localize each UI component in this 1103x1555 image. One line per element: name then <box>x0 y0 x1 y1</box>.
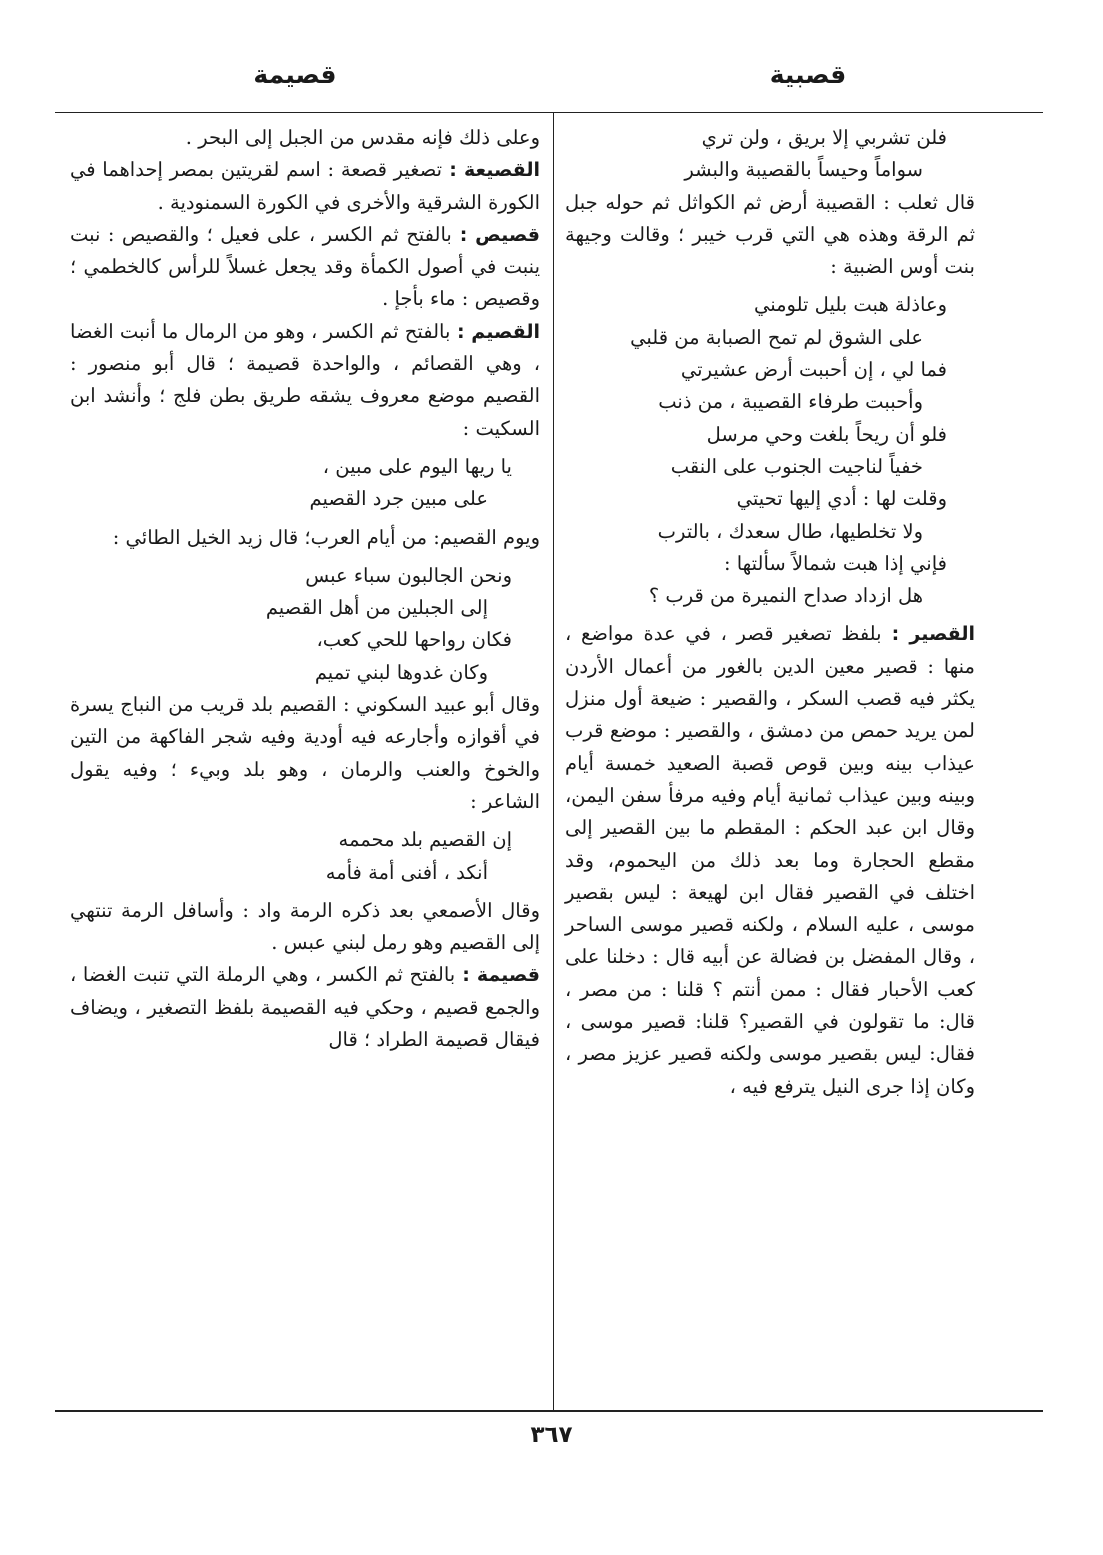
verse-second-hemistich: خفياً لناجيت الجنوب على النقب <box>670 454 923 478</box>
entry-text: تصغير قصعة : اسم لقريتين بمصر إحداهما في الكورة الشرقية والأخرى في الكورة السمنودية . <box>70 158 540 214</box>
running-header-left: قصيمة <box>253 60 337 89</box>
verse-second-hemistich: إلى الجبلين من أهل القصيم <box>265 596 488 620</box>
dictionary-entry <box>70 316 540 445</box>
verse-first-hemistich: فلن تشربي إلا بريق ، ولن تري <box>701 126 947 149</box>
running-header-right: قصبية <box>769 60 847 89</box>
verse-second-hemistich: على الشوق لم تمح الصبابة من قلبي <box>630 325 923 349</box>
paragraph: وقال أبو عبيد السكوني : القصيم بلد قريب من النباج يسرة في أقوازه وأجارعه فيه أودية وفيه شجر الفاكهة من التين والخوخ والعنب والرمان ، وهو بلد وبيء ؛ وفيه يقول الشاعر : <box>70 693 540 813</box>
dictionary-entry <box>565 618 975 1102</box>
entry-text: بالفتح ثم الكسر ، وهي الرملة التي تنبت الغضا ، والجمع قصيم ، وحكي فيه القصيمة بلفظ التصغير ، ويضاف فيقال قصيمة الطراد ؛ قال <box>70 963 540 1052</box>
dictionary-entry <box>70 219 540 316</box>
top-rule <box>55 112 1043 113</box>
verse-first-hemistich: فإني إذا هبت شمالاً سألتها : <box>723 551 947 575</box>
dictionary-entry <box>70 154 540 219</box>
verse-first-hemistich: وعاذلة هبت بليل تلومني <box>753 293 947 317</box>
verse-first-hemistich: فما لي ، إن أحببت أرض عشيرتي <box>680 358 947 382</box>
right-column <box>565 122 975 1103</box>
verse-second-hemistich: سواماً وحيساً بالقصيبة والبشر <box>684 158 923 182</box>
entry-text: بالفتح ثم الكسر ، وهو من الرمال ما أنبت الغضا ، وهي القصائم ، والواحدة قصيمة ؛ قال أبو منصور : القصيم موضع معروف يشقه طريق بطن فلج ؛ وأنشد ابن السكيت : <box>70 319 540 440</box>
paragraph: قال ثعلب : القصيبة أرض ثم الكواثل ثم حوله جبل ثم الرقة وهذه هي التي قرب خيبر ؛ وقالت وجيهة بنت أوس الضبية : <box>565 190 975 279</box>
verse-first-hemistich: يا ريها اليوم على مبين ، <box>322 454 512 478</box>
entry-headword: قصيمة : <box>455 964 540 987</box>
verse-second-hemistich: ولا تخلطيها، طال سعدك ، بالترب <box>657 519 923 543</box>
entry-headword: القصير : <box>881 623 976 646</box>
verse-second-hemistich: وكان غدوها لبني تميم <box>314 660 488 684</box>
page-number: ٣٦٧ <box>530 1422 573 1448</box>
entry-text: بالفتح ثم الكسر ، على فعيل ؛ والقصيص : نبت ينبت في أصول الكمأة وقد يجعل غسلاً للرأس كالخطمي ؛ وقصيص : ماء بأجإ . <box>70 222 540 311</box>
verse-second-hemistich: على مبين جرد القصيم <box>309 487 488 511</box>
verse-first-hemistich: ونحن الجالبون سباء عبس <box>305 563 512 587</box>
entry-headword: قصيص : <box>451 223 540 246</box>
paragraph: وقال الأصمعي بعد ذكره الرمة واد : وأسافل الرمة تنتهي إلى القصيم وهو رمل لبني عبس . <box>70 898 540 955</box>
dictionary-entry <box>70 959 540 1056</box>
verse-second-hemistich: هل ازداد صداح النميرة من قرب ؟ <box>648 584 923 608</box>
verse-first-hemistich: وقلت لها : أدي إليها تحيتي <box>736 487 947 511</box>
verse-first-hemistich: فلو أن ريحاً بلغت وحي مرسل <box>706 422 947 446</box>
entry-text: بلفظ تصغير قصر ، في عدة مواضع ، منها : قصير معين الدين بالغور من أعمال الأردن يكثر فيه قصب السكر ، والقصير : ضيعة أول منزل لمن يريد حمص من دمشق ، والقصير : موضع قرب عيذاب بينه وبين قوص قصبة الصعيد خمسة أيام وبينه وبين عيذاب ثمانية أيام وفيه مرفأ سفن اليمن، وقال ابن عبد الحكم : المقطم ما بين القصير إلى مقطع الحجارة وما بعد ذلك من اليحموم، وقد اختلف في القصير فقال ابن لهيعة : ليس بقصير موسى ، عليه السلام ، ولكنه قصير موسى الساحر ، وقال المفضل بن فضالة عن أبيه قال : دخلنا على كعب الأحبار فقال : ممن أنتم ؟ قلنا : من مصر ، قال: ما تقولون في القصير؟ قلنا: قصير موسى ، فقال: ليس بقصير موسى ولكنه قصير عزيز مصر ، وكان إذا جرى النيل يترفع فيه ، <box>565 622 975 1098</box>
verse-second-hemistich: أنكد ، أفنى أمة فأمه <box>325 860 488 884</box>
verse-first-hemistich: فكان رواحها للحي كعب، <box>316 628 512 652</box>
verse-first-hemistich: إن القصيم بلد محممه <box>338 828 512 852</box>
entry-headword: القصيم : <box>450 320 540 343</box>
left-column <box>70 122 540 1056</box>
verse-second-hemistich: وأحببت طرفاء القصيبة ، من ذنب <box>658 390 923 414</box>
bottom-rule <box>55 1410 1043 1412</box>
column-divider <box>553 112 554 1410</box>
paragraph: وعلى ذلك فإنه مقدس من الجبل إلى البحر . <box>185 126 540 149</box>
entry-headword: القصيعة : <box>442 159 540 182</box>
paragraph: ويوم القصيم: من أيام العرب؛ قال زيد الخيل الطائي : <box>112 525 540 549</box>
